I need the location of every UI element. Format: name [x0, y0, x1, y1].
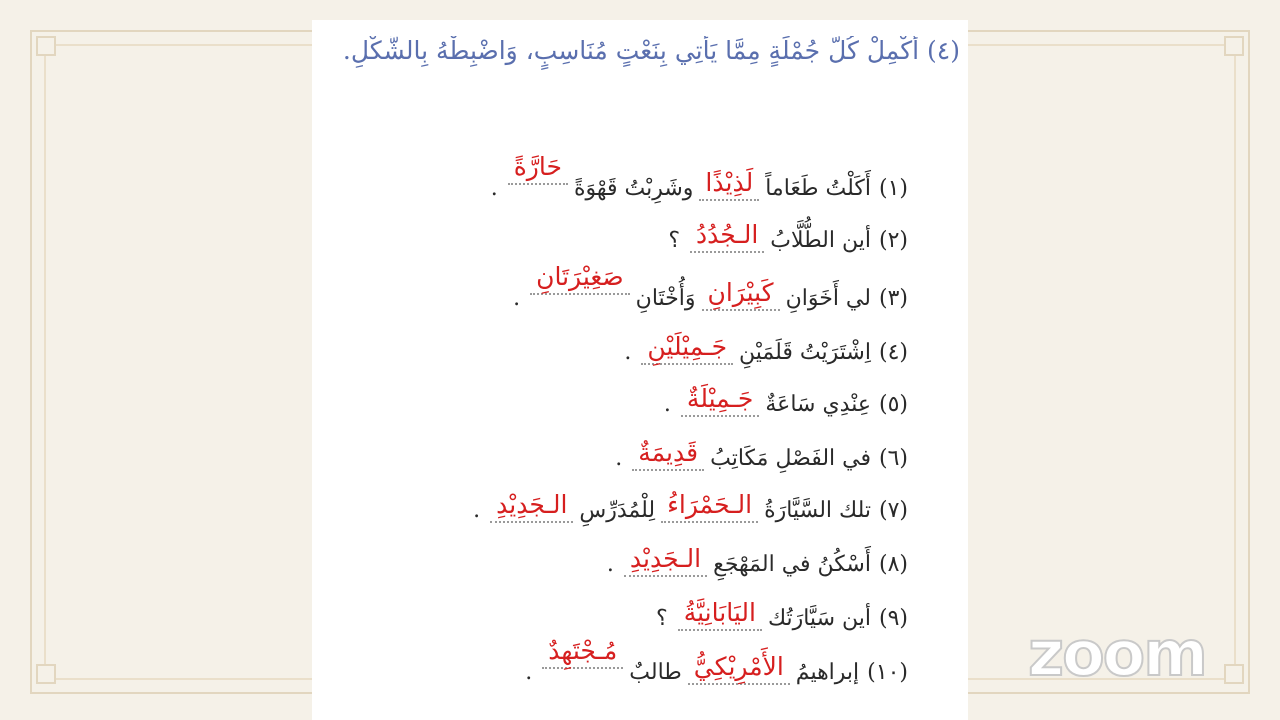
line-text: أَسْكُنُ في المَهْجَعِ [713, 552, 871, 577]
line-text: عِنْدِي سَاعَةٌ [765, 392, 871, 417]
worksheet-page [312, 20, 968, 720]
line-punctuation: . [624, 340, 632, 365]
answer-blank: كَبِيْرَانِ [702, 278, 780, 311]
exercise-line-4 [348, 332, 908, 382]
answer-blank: الـحَمْرَاءُ [661, 490, 758, 523]
exercise-line-5 [348, 384, 908, 434]
exercise-line-6 [348, 438, 908, 488]
answer-blank: حَارَّةً [508, 152, 568, 185]
line-text: أين سَيَّارَتُك [767, 606, 871, 631]
line-number: (٤) [878, 340, 908, 365]
zoom-watermark-logo: zoom [1028, 617, 1206, 690]
line-punctuation: . [490, 176, 498, 201]
exercise-line-8 [348, 544, 908, 594]
line-text: أين الطُّلَّابُ [770, 228, 871, 253]
answer-blank: اليَابَانِيَّةُ [678, 598, 762, 631]
line-number: (٣) [878, 286, 908, 311]
line-punctuation: ؟ [668, 228, 681, 253]
line-text: أَكَلْتُ طَعَاماً [765, 176, 871, 201]
line-text: لِلْمُدَرِّسِ [579, 498, 656, 523]
line-text: وَأُخْتَانِ [635, 286, 696, 311]
answer-blank: الـجَدِيْدِ [490, 490, 573, 523]
line-punctuation: . [615, 446, 623, 471]
line-number: (٨) [878, 552, 908, 577]
line-punctuation: . [525, 660, 533, 685]
answer-blank: قَدِيمَةٌ [632, 438, 704, 471]
answer-blank: جَـمِيْلَةٌ [681, 384, 759, 417]
line-punctuation: . [606, 552, 614, 577]
line-text: طالبٌ [629, 660, 682, 685]
frame-corner-ornament [36, 664, 56, 684]
answer-blank: لَذِيْذًا [699, 168, 759, 201]
exercise-line-9 [348, 598, 908, 648]
answer-blank: جَـمِيْلَيْنِ [641, 332, 733, 365]
line-number: (١٠) [867, 660, 908, 685]
line-number: (٦) [878, 446, 908, 471]
line-text: اِشْتَرَيْتُ قَلَمَيْنِ [739, 340, 871, 365]
line-number: (١) [878, 176, 908, 201]
line-punctuation: . [473, 498, 481, 523]
exercise-instruction: (٤) أَكْمِلْ كُلَّ جُمْلَةٍ مِمَّا يَأْتِي بِنَعْتٍ مُنَاسِبٍ، وَاضْبِطْهُ بِالشَّكْلِ. [342, 36, 960, 65]
line-number: (٥) [878, 392, 908, 417]
line-text: لي أَخَوَانِ [785, 286, 871, 311]
exercise-line-3 [348, 262, 908, 328]
decorative-frame-right-inner [934, 44, 1236, 680]
answer-blank: صَغِيْرَتَانِ [530, 262, 630, 295]
line-number: (٢) [878, 228, 908, 253]
answer-blank: الـجُدُدُ [690, 220, 764, 253]
line-text: وشَرِبْتُ قَهْوَةً [573, 176, 694, 201]
line-text: في الفَصْلِ مَكَاتِبُ [710, 446, 871, 471]
exercise-line-1 [348, 152, 908, 218]
decorative-frame-left-inner [44, 44, 346, 680]
exercise-line-10 [348, 636, 908, 702]
line-punctuation: . [663, 392, 671, 417]
answer-blank: الـجَدِيْدِ [624, 544, 707, 577]
exercise-line-7 [348, 490, 908, 540]
answer-blank: الأَمْرِيْكِيُّ [688, 652, 790, 685]
line-text: تلك السَّيَّارَةُ [764, 498, 871, 523]
line-number: (٧) [878, 498, 908, 523]
line-text: إبراهيمُ [795, 660, 860, 685]
line-number: (٩) [878, 606, 908, 631]
answer-blank: مُـجْتَهِدٌ [542, 636, 623, 669]
line-punctuation: ؟ [656, 606, 668, 631]
frame-corner-ornament [36, 36, 56, 56]
frame-corner-ornament [1224, 36, 1244, 56]
line-punctuation: . [513, 286, 521, 311]
